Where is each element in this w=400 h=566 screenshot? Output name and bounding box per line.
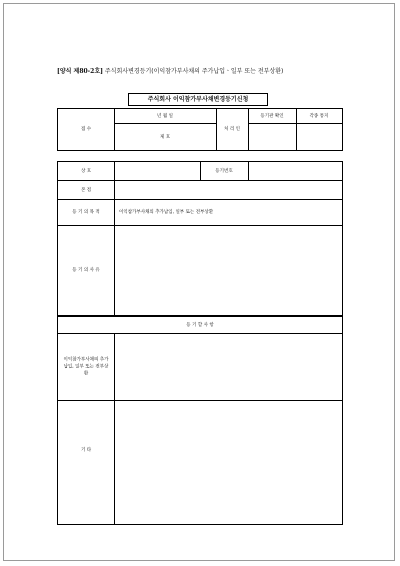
- cause-label: 등 기 의 사 유: [72, 268, 100, 273]
- bond-field[interactable]: [115, 334, 342, 399]
- reg-number-field[interactable]: [249, 162, 342, 179]
- reception-number-label: 제 호: [159, 135, 171, 140]
- trade-name-label: 상 호: [80, 169, 92, 174]
- form-name: 주식회사변경등기(이익참가부사채의 주가납입ㆍ일부 또는 전부상환): [104, 68, 284, 75]
- other-label: 기 타: [80, 448, 92, 453]
- processor-label: 처 리 인: [224, 127, 240, 132]
- purpose-label: 등 기 의 목 적: [72, 210, 100, 215]
- bond-label: 이익참가부사채의 추가납입, 일부 또는 전부상환: [63, 357, 109, 377]
- head-office-field[interactable]: [115, 181, 342, 198]
- form-heading: [57, 66, 283, 75]
- cause-field[interactable]: [115, 226, 342, 315]
- notice-field[interactable]: [297, 124, 342, 150]
- notice-label: 각종 통지: [309, 114, 329, 119]
- reception-label: 접 수: [80, 127, 92, 132]
- trade-name-field[interactable]: [115, 162, 199, 179]
- reception-date-label: 년 월 일: [157, 114, 173, 119]
- reg-number-label: 등기번호: [215, 169, 233, 174]
- other-field[interactable]: [115, 401, 342, 524]
- form-title: 주식회사 이익참가부사채변경등기신청: [128, 93, 268, 106]
- registrar-check-field[interactable]: [249, 124, 295, 150]
- registrar-check-label: 등기관 확인: [260, 114, 284, 119]
- form-number: [양식 제80-2호]: [57, 68, 103, 75]
- purpose-value: 이익참가부사채의 추가납입, 일부 또는 전부상환: [119, 210, 214, 215]
- head-office-label: 본 점: [80, 188, 92, 193]
- matters-header: 등 기 할 사 항: [186, 323, 214, 328]
